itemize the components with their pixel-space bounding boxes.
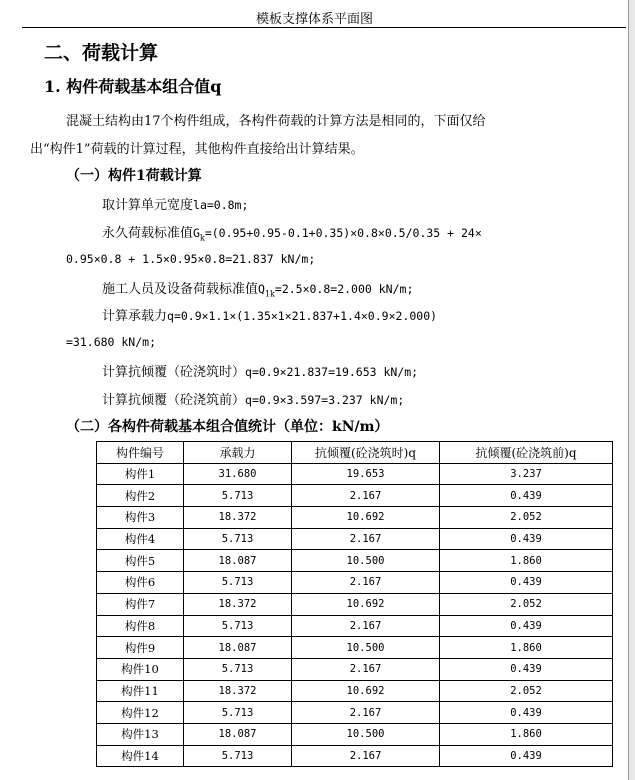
cell-component: 构件4 [97, 528, 184, 550]
cell-bearing: 18.372 [184, 680, 292, 702]
calc-live-label: 施工人员及设备荷载标准值 [102, 282, 259, 297]
cell-bearing: 5.713 [184, 658, 292, 680]
cell-component: 构件10 [97, 658, 184, 680]
intro-line-2: 出“构件1”荷载的计算过程，其他构件直接给出计算结果。 [30, 142, 364, 157]
calc-bearing-expr-2: =31.680 kN/m; [66, 335, 157, 349]
table-header-row [97, 442, 613, 464]
cell-overturn-pour: 2.167 [292, 485, 440, 507]
page-edge-line [628, 0, 629, 780]
calc-dead-expr-2: 0.95×0.8 + 1.5×0.95×0.8=21.837 kN/m; [66, 252, 316, 266]
calc-overturn-before-label: 计算抗倾覆（砼浇筑前） [102, 393, 246, 408]
table-row [97, 723, 613, 745]
calc-overturn-before-line [102, 389, 404, 408]
cell-bearing: 5.713 [184, 485, 292, 507]
calc-overturn-pour-line [102, 361, 418, 380]
table-row [97, 507, 613, 529]
table-row [97, 550, 613, 572]
cell-overturn-pour: 2.167 [292, 702, 440, 724]
header-rule [22, 27, 626, 28]
table-row [97, 572, 613, 594]
cell-overturn-before: 0.439 [440, 702, 613, 724]
col-header-component: 构件编号 [97, 442, 184, 464]
calc-live-line [102, 278, 413, 299]
cell-overturn-pour: 19.653 [292, 463, 440, 485]
calc-overturn-pour-expr: q=0.9×21.837=19.653 kN/m; [245, 365, 419, 379]
table-row [97, 615, 613, 637]
cell-overturn-before: 0.439 [440, 615, 613, 637]
cell-bearing: 18.372 [184, 593, 292, 615]
cell-bearing: 18.087 [184, 550, 292, 572]
calc-width-value: la=0.8m; [193, 198, 249, 212]
calc-overturn-before-expr: q=0.9×3.597=3.237 kN/m; [245, 393, 405, 407]
cell-overturn-before: 0.439 [440, 572, 613, 594]
cell-overturn-before: 1.860 [440, 723, 613, 745]
calc-live-symbol: Q [258, 282, 265, 296]
cell-overturn-pour: 10.500 [292, 723, 440, 745]
calc-dead-line-1 [102, 222, 482, 243]
cell-overturn-pour: 2.167 [292, 615, 440, 637]
page-header-title: 模板支撑体系平面图 [255, 12, 373, 27]
cell-component: 构件3 [97, 507, 184, 529]
calc-width-line [102, 194, 248, 213]
cell-component: 构件5 [97, 550, 184, 572]
cell-overturn-pour: 10.692 [292, 593, 440, 615]
calc-dead-subscript: k [199, 233, 205, 243]
cell-component: 构件8 [97, 615, 184, 637]
cell-overturn-pour: 10.692 [292, 507, 440, 529]
cell-overturn-before: 0.439 [440, 658, 613, 680]
calc-live-expr: =2.5×0.8=2.000 kN/m; [274, 282, 414, 296]
cell-overturn-pour: 10.500 [292, 637, 440, 659]
component-load-table [96, 441, 613, 767]
cell-overturn-pour: 10.692 [292, 680, 440, 702]
calc-bearing-line-1 [102, 305, 437, 324]
table-row [97, 702, 613, 724]
cell-component: 构件7 [97, 593, 184, 615]
cell-overturn-before: 1.860 [440, 637, 613, 659]
cell-bearing: 5.713 [184, 572, 292, 594]
col-header-overturn-pour: 抗倾覆(砼浇筑时)q [292, 442, 440, 464]
cell-overturn-pour: 2.167 [292, 572, 440, 594]
intro-line-1: 混凝土结构由17个构件组成，各构件荷载的计算方法是相同的，下面仅给 [66, 114, 486, 129]
calc-live-subscript: 1k [264, 289, 275, 299]
cell-overturn-before: 0.439 [440, 485, 613, 507]
table-row [97, 745, 613, 767]
cell-bearing: 18.087 [184, 723, 292, 745]
cell-component: 构件6 [97, 572, 184, 594]
calc-dead-expr-1: =(0.95+0.95-0.1+0.35)×0.8×0.5/0.35 + 24× [204, 226, 482, 240]
cell-overturn-before: 2.052 [440, 507, 613, 529]
section-heading: 二、荷载计算 [44, 42, 159, 64]
cell-overturn-pour: 2.167 [292, 745, 440, 767]
cell-overturn-before: 0.439 [440, 745, 613, 767]
cell-component: 构件1 [97, 463, 184, 485]
col-header-overturn-before: 抗倾覆(砼浇筑前)q [440, 442, 613, 464]
calc-overturn-pour-label: 计算抗倾覆（砼浇筑时） [102, 365, 246, 380]
calc-dead-label: 永久荷载标准值 [102, 226, 194, 241]
table-row [97, 463, 613, 485]
table-row [97, 680, 613, 702]
cell-bearing: 5.713 [184, 615, 292, 637]
cell-component: 构件9 [97, 637, 184, 659]
cell-component: 构件14 [97, 745, 184, 767]
col-header-bearing: 承载力 [184, 442, 292, 464]
cell-overturn-before: 3.237 [440, 463, 613, 485]
cell-bearing: 18.087 [184, 637, 292, 659]
table-row [97, 528, 613, 550]
cell-bearing: 5.713 [184, 745, 292, 767]
cell-overturn-pour: 10.500 [292, 550, 440, 572]
table-row [97, 593, 613, 615]
cell-component: 构件2 [97, 485, 184, 507]
part2-heading: （二）各构件荷载基本组合值统计（单位：kN/m） [66, 419, 389, 435]
part1-heading: （一）构件1荷载计算 [66, 168, 202, 184]
calc-bearing-expr-1: q=0.9×1.1×(1.35×1×21.837+1.4×0.9×2.000) [167, 309, 438, 323]
cell-bearing: 18.372 [184, 507, 292, 529]
table-row [97, 637, 613, 659]
page-gutter [629, 0, 635, 780]
cell-overturn-pour: 2.167 [292, 658, 440, 680]
cell-overturn-pour: 2.167 [292, 528, 440, 550]
cell-component: 构件13 [97, 723, 184, 745]
calc-dead-symbol: G [193, 226, 200, 240]
cell-component: 构件11 [97, 680, 184, 702]
cell-overturn-before: 2.052 [440, 680, 613, 702]
cell-overturn-before: 1.860 [440, 550, 613, 572]
subsection-heading: 1. 构件荷载基本组合值q [44, 77, 222, 96]
cell-overturn-before: 2.052 [440, 593, 613, 615]
cell-bearing: 31.680 [184, 463, 292, 485]
table-row [97, 658, 613, 680]
table-row [97, 485, 613, 507]
calc-width-label: 取计算单元宽度 [102, 198, 194, 213]
cell-bearing: 5.713 [184, 702, 292, 724]
cell-component: 构件12 [97, 702, 184, 724]
cell-bearing: 5.713 [184, 528, 292, 550]
cell-overturn-before: 0.439 [440, 528, 613, 550]
calc-bearing-label: 计算承载力 [102, 309, 168, 324]
